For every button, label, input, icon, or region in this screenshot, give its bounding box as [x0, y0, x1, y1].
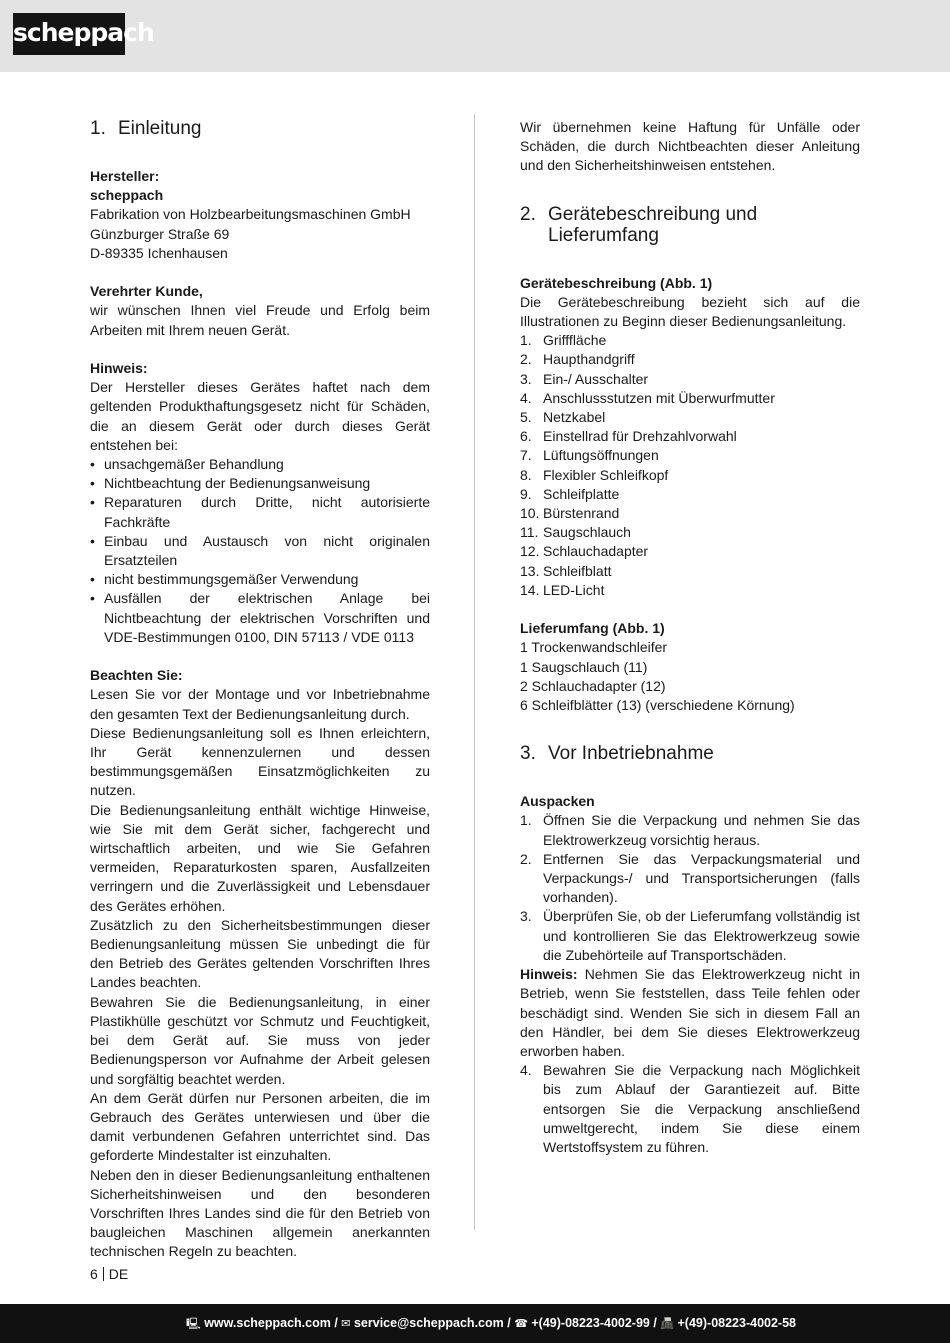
- manufacturer-name: scheppach: [90, 187, 164, 204]
- page-number: 6 DE: [90, 1266, 129, 1282]
- liability-text: Wir übernehmen keine Haftung für Unfälle oder Schäden, die durch Nichtbeachten dieser Anleitung und den Sicherheitshinweisen entstehen.: [520, 119, 860, 174]
- list-item: 2. Haupthandgriff: [520, 351, 635, 368]
- observe-label: Beachten Sie:: [90, 667, 183, 684]
- observe-paragraph: Lesen Sie vor der Montage und vor Inbetriebnahme den gesamten Text der Bedienungsanleitung durch.: [90, 686, 430, 722]
- list-item: 4. Bewahren Sie die Verpackung nach Möglichkeit bis zum Ablauf der Garantiezeit auf. Bitte entsorgen Sie die Verpackung anschließend umweltgerecht, indem Sie diese einem Wertstoffsystem zu führen.: [520, 1062, 860, 1155]
- list-item: 3. Überprüfen Sie, ob der Lieferumfang vollständig ist und kontrollieren Sie das Elektrowerkzeug sowie die Zubehörteile auf Transportschäden.: [520, 908, 860, 963]
- computer-icon: 🖳: [186, 1317, 201, 1330]
- email-link[interactable]: service@scheppach.com: [353, 1316, 504, 1330]
- list-item: 1. Öffnen Sie die Verpackung und nehmen Sie das Elektrowerkzeug vorsichtig heraus.: [520, 812, 860, 848]
- left-column: [90, 118, 430, 1262]
- section-1-heading: [90, 118, 430, 139]
- list-item: 12. Schlauchadapter: [520, 543, 649, 560]
- list-item: 2. Entfernen Sie das Verpackungsmaterial und Verpackungs-/ und Transportsicherungen (falls vorhanden).: [520, 850, 860, 906]
- manufacturer-label: Hersteller:: [90, 168, 160, 184]
- list-item: 6. Einstellrad für Drehzahlvorwahl: [520, 428, 737, 445]
- section-1-number: 1.: [90, 118, 106, 139]
- footer-contact-bar: 🖳 www.scheppach.com / ✉ service@scheppach.com / ☎ +(49)-08223-4002-99 / 📠 +(49)-08223-4002-58: [0, 1304, 950, 1343]
- parts-list: [520, 331, 860, 600]
- list-item: • Reparaturen durch Dritte, nicht autorisierte Fachkräfte: [90, 494, 430, 530]
- language-code: DE: [108, 1266, 129, 1282]
- section-2-title-line1: Gerätebeschreibung und: [548, 203, 758, 225]
- fax-number: +(49)-08223-4002-58: [677, 1316, 796, 1330]
- section-3-number: 3.: [520, 743, 536, 765]
- note-label: Hinweis:: [90, 360, 148, 376]
- list-item: 1 Saugschlauch (11): [520, 658, 648, 675]
- unpacking-note-text: Nehmen Sie das Elektrowerkzeug nicht in Betrieb, wenn Sie feststellen, dass Teile fehlen oder beschädigt sind. Wenden Sie sich in diesem Fall an den Händler, bei dem Sie dieses Elektrowerkzeug erworben haben.: [520, 966, 860, 1059]
- observe-paragraph: Bewahren Sie die Bedienungsanleitung, in einer Plastikhülle geschützt vor Schmutz und Feuchtigkeit, bei dem Gerät auf. Sie muss von jeder Bedienungsperson vor Aufnahme der Arbeit gelesen und sorgfältig beachtet werden.: [90, 993, 430, 1087]
- dear-customer-label: Verehrter Kunde,: [90, 283, 203, 300]
- list-item: 6 Schleifblätter (13) (verschiedene Körnung): [520, 697, 795, 714]
- unpacking-steps: [520, 811, 860, 965]
- observe-paragraph: Diese Bedienungsanleitung soll es Ihnen erleichtern, Ihr Gerät kennenzulernen und dessen bestimmungsgemäßen Einsatzmöglichkeiten zu nutzen.: [90, 724, 430, 799]
- right-column: [520, 118, 860, 1157]
- note-text: Der Hersteller dieses Gerätes haftet nach dem geltenden Produkthaftungsgesetz nicht für Schäden, die an diesem Gerät oder durch dieses Gerät entstehen bei:: [90, 379, 430, 453]
- phone-number: +(49)-08223-4002-99: [531, 1316, 650, 1330]
- device-description-label: Gerätebeschreibung (Abb. 1): [520, 274, 713, 291]
- section-3-title: Vor Inbetriebnahme: [548, 743, 714, 765]
- observe-paragraph: Neben den in dieser Bedienungsanleitung enthaltenen Sicherheitshinweisen und den besonderen Vorschriften Ihres Landes sind die für den Betrieb von baugleichen Maschinen allgemein anerkannten technischen Regeln zu beachten.: [90, 1166, 430, 1260]
- list-item: • nicht bestimmungsgemäßer Verwendung: [90, 571, 359, 588]
- mail-icon: ✉: [341, 1317, 351, 1330]
- list-item: 9. Schleifplatte: [520, 485, 620, 502]
- list-item: 1 Trockenwandschleifer: [520, 639, 668, 656]
- list-item: 2 Schlauchadapter (12): [520, 677, 666, 694]
- list-item: 3. Ein-/ Ausschalter: [520, 370, 649, 387]
- unpacking-label: Auspacken: [520, 793, 595, 810]
- list-item: • unsachgemäßer Behandlung: [90, 456, 284, 473]
- list-item: 14. LED-Licht: [520, 581, 605, 598]
- unpacking-steps-continued: [520, 1061, 860, 1157]
- scheppach-logo: scheppach: [13, 13, 125, 55]
- observe-paragraph: Zusätzlich zu den Sicherheitsbestimmungen dieser Bedienungsanleitung müssen Sie unbedingt die für den Betrieb des Gerätes geltenden Vorschriften Ihres Landes beachten.: [90, 916, 430, 991]
- fax-icon: 📠: [660, 1317, 675, 1330]
- manufacturer-city: D-89335 Ichenhausen: [90, 244, 228, 261]
- section-2-number: 2.: [520, 203, 536, 225]
- column-divider: [474, 114, 475, 1230]
- list-item: 13. Schleifblatt: [520, 562, 612, 579]
- unpacking-note: [520, 965, 860, 1061]
- list-item: • Ausfällen der elektrischen Anlage bei Nichtbeachtung der elektrischen Vorschriften und VDE-Bestimmungen 0100, DIN 57113 / VDE 0113: [90, 590, 430, 645]
- list-item: 1. Grifffläche: [520, 332, 607, 349]
- unpacking-note-label: Hinweis:: [520, 966, 578, 983]
- phone-icon: ☎: [514, 1317, 528, 1330]
- list-item: 8. Flexibler Schleifkopf: [520, 466, 669, 483]
- observe-paragraph: An dem Gerät dürfen nur Personen arbeiten, die im Gebrauch des Gerätes unterwiesen und über die damit verbundenen Gefahren unterrichtet sind. Das geforderte Mindestalter ist einzuhalten.: [90, 1089, 430, 1164]
- manufacturer-street: Günzburger Straße 69: [90, 225, 230, 242]
- list-item: • Nichtbeachtung der Bedienungsanweisung: [90, 475, 371, 492]
- section-3-heading: [520, 743, 860, 764]
- scope-of-delivery-label: Lieferumfang (Abb. 1): [520, 620, 665, 637]
- list-item: 7. Lüftungsöffnungen: [520, 447, 659, 464]
- list-item: 11. Saugschlauch: [520, 524, 631, 541]
- list-item: • Einbau und Austausch von nicht originalen Ersatzteilen: [90, 532, 430, 569]
- section-2-title-line2: Lieferumfang: [548, 224, 659, 246]
- section-1-title: Einleitung: [118, 118, 202, 139]
- header-band: [0, 0, 950, 72]
- manufacturer-company: Fabrikation von Holzbearbeitungsmaschinen GmbH: [90, 206, 411, 223]
- dear-customer-text: wir wünschen Ihnen viel Freude und Erfolg beim Arbeiten mit Ihrem neuen Gerät.: [90, 302, 430, 338]
- list-item: 4. Anschlussstutzen mit Überwurfmutter: [520, 389, 775, 406]
- section-2-heading: [520, 204, 860, 246]
- observe-paragraph: Die Bedienungsanleitung enthält wichtige Hinweise, wie Sie mit dem Gerät sicher, fachgerecht und wirtschaftlich arbeiten, und wie Sie Gefahren vermeiden, Reparaturkosten sparen, Ausfallzeiten verringern und die Zuverlässigkeit und Lebensdauer des Gerätes erhöhen.: [90, 801, 430, 914]
- list-item: 10. Bürstenrand: [520, 505, 620, 522]
- liability-bullet-list: [90, 455, 430, 647]
- website-link[interactable]: www.scheppach.com: [204, 1316, 331, 1330]
- list-item: 5. Netzkabel: [520, 409, 606, 426]
- device-description-text: Die Gerätebeschreibung bezieht sich auf die Illustrationen zu Beginn dieser Bedienungsanleitung.: [520, 293, 860, 330]
